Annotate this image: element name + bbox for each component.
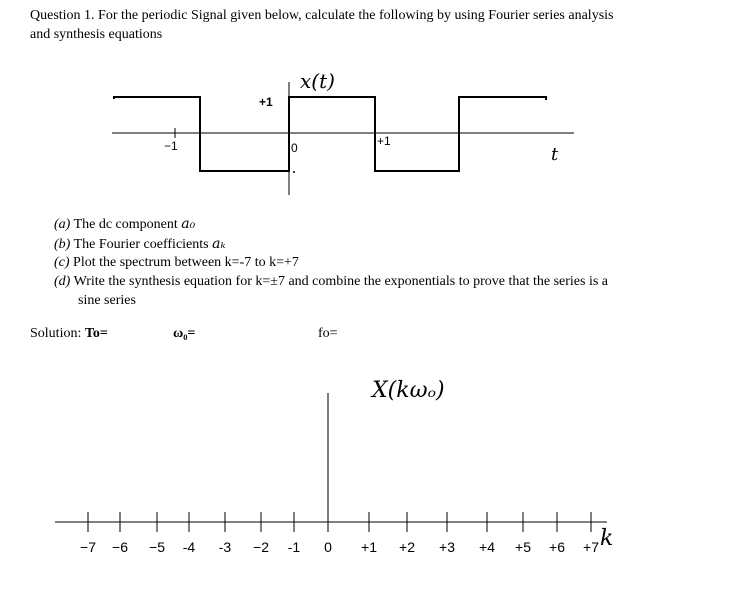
- part-b-label: (b): [54, 237, 71, 252]
- time-label: t: [551, 144, 559, 165]
- solution-fo: fo=: [318, 326, 338, 341]
- k-tick-label: -3: [218, 539, 232, 555]
- k-tick-label: −6: [112, 539, 128, 555]
- part-d-label: (d): [54, 274, 71, 289]
- part-c: [54, 255, 299, 271]
- k-label: k: [600, 526, 614, 551]
- k-tick-label: −5: [149, 539, 165, 555]
- part-a-symbol: a₀: [181, 216, 196, 232]
- part-b: [54, 236, 226, 253]
- k-tick-label: +1: [361, 539, 377, 555]
- k-tick-label: +5: [515, 539, 531, 555]
- solution-label: Solution:: [30, 326, 85, 341]
- part-a-label: (a): [54, 217, 71, 232]
- part-a-text: The dc component: [73, 217, 182, 232]
- tick-label-plus-one: +1: [377, 134, 391, 148]
- dot-mark: [293, 171, 295, 173]
- part-d: [54, 274, 608, 290]
- k-tick-label: +7: [583, 539, 599, 555]
- k-tick-label: 0: [324, 539, 332, 555]
- part-b-symbol: aₖ: [212, 236, 226, 252]
- part-b-text: The Fourier coefficients: [73, 237, 213, 252]
- tick-label-minus-one: −1: [164, 139, 178, 153]
- solution-to-field: To=: [84, 326, 108, 341]
- part-c-label: (c): [54, 255, 70, 270]
- square-wave: [114, 97, 546, 171]
- tick-label-zero: 0: [291, 141, 298, 155]
- k-tick-label: -4: [182, 539, 196, 555]
- part-d-text-2: sine series: [78, 293, 136, 308]
- question-line-1: Question 1. For the periodic Signal given below, calculate the following by using Fourier series analysis: [30, 8, 614, 23]
- k-tick-label: +6: [549, 539, 565, 555]
- solution-to: [30, 326, 108, 342]
- solution-wo: ω₀=: [173, 326, 196, 341]
- spectrum-title: X(kωₒ): [372, 378, 445, 403]
- amp-label: +1: [259, 95, 273, 109]
- k-tick-label: −2: [253, 539, 269, 555]
- part-c-text: Plot the spectrum between k=-7 to k=+7: [73, 255, 299, 270]
- spectrum-ticks: [80, 512, 599, 555]
- signal-title: x(t): [300, 69, 335, 93]
- part-a: [54, 216, 195, 233]
- k-tick-label: -1: [287, 539, 301, 555]
- k-tick-label: +2: [399, 539, 415, 555]
- part-d-text: Write the synthesis equation for k=±7 and combine the exponentials to prove that the series is a: [73, 274, 609, 289]
- k-tick-label: +4: [479, 539, 495, 555]
- question-line-2: and synthesis equations: [30, 27, 163, 42]
- k-tick-label: −7: [80, 539, 96, 555]
- k-tick-label: +3: [439, 539, 455, 555]
